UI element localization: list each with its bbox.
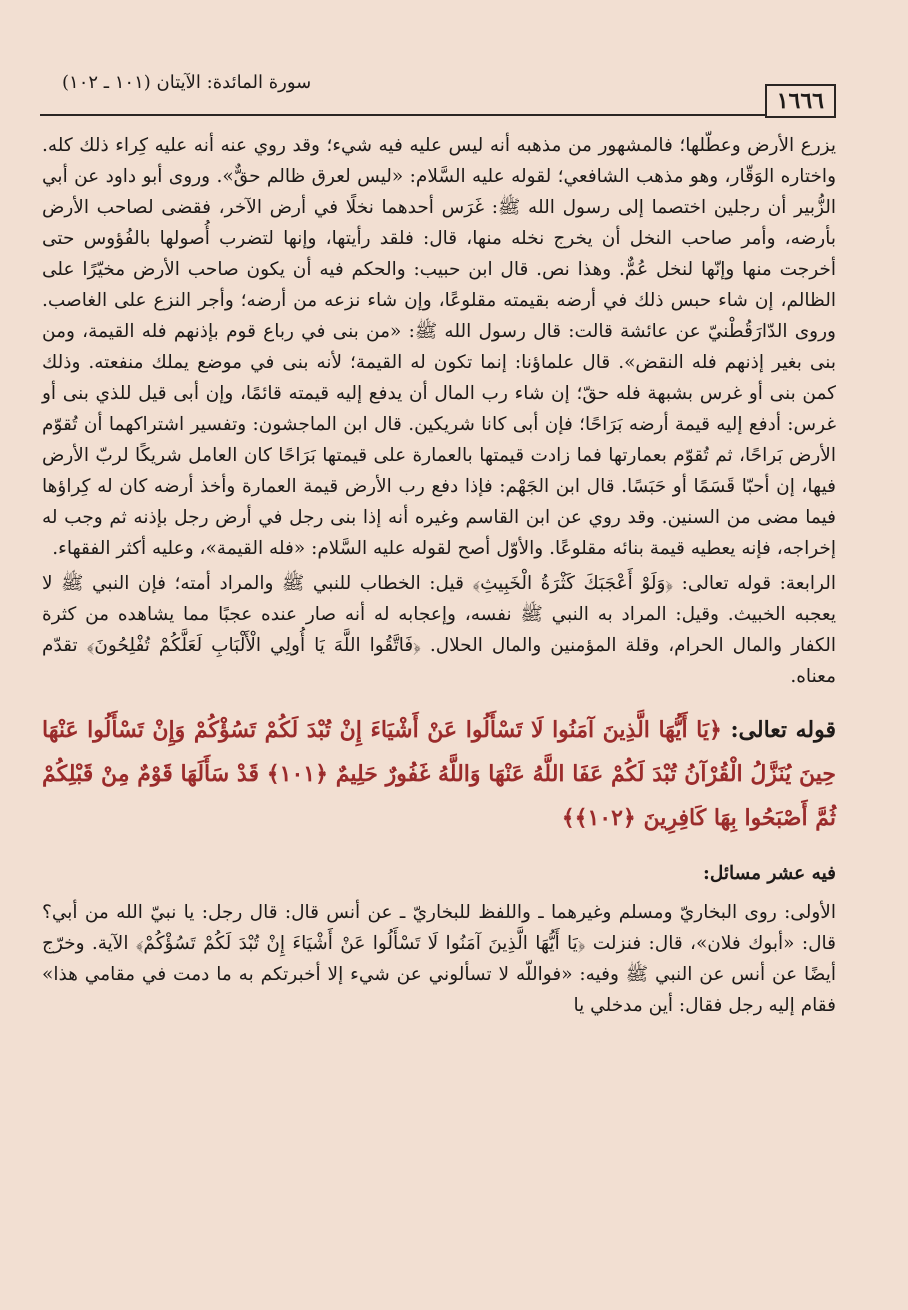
running-head: سورة المائدة: الآيتان (١٠١ ـ ١٠٢) <box>62 72 312 93</box>
paragraph-1: يزرع الأرض وعطّلها؛ فالمشهور من مذهبه أنه ليس عليه فيه شيء؛ وقد روي عنه أنه عليه كِراء ذلك كله. واختاره الوَقّار، وهو مذهب الشافعي؛ لقوله عليه السَّلام: «ليس لعرق ظالم حقٌّ». وروى أبو داود عن أبي الزُّبير أن رجلين اختصما إلى رسول الله ﷺ: غَرَس أحدهما نخلًا في أرض الآخر، فقضى لصاحب الأرض بأرضه، وأمر صاحب النخل أن يخرج نخله منها، قال: فلقد رأيتها، وإنها لتضرب أُصولها بالفُؤوس حتى أخرجت منها وإنّها لنخل عُمٌّ. وهذا نص. قال ابن حبيب: والحكم فيه أن يكون صاحب الأرض مخيّرًا على الظالم، إن شاء حبس ذلك في أرضه بقيمته مقلوعًا، وإن شاء نزعه من أرضه؛ وأجر النزع على الغاصب. وروى الدّارَقُطْنيّ عن عائشة قالت: قال رسول الله ﷺ: «من بنى في رباع قوم بإذنهم فله القيمة، ومن بنى بغير إذنهم فله النقض». قال علماؤنا: إنما تكون له القيمة؛ لأنه بنى في موضع يملك منفعته. وذلك كمن بنى أو غرس بشبهة فله حقّ؛ إن شاء رب المال أن يدفع إليه قيمته قائمًا، وإن أبى قيل للذي بنى أو غرس: أدفع إليه قيمة أرضه بَرَاحًا؛ فإن أبى كانا شريكين. قال ابن الماجشون: وتفسير اشتراكهما أن تُقوّم الأرض بَراحًا، ثم تُقوّم بعمارتها فما زادت قيمتها بالعمارة على قيمتها بَرَاحًا كان العامل شريكًا لربّ الأرض فيها، إن أحبّا قَسَمًا أو حَبَسًا. قال ابن الجَهْم: فإذا دفع رب الأرض قيمة العمارة وأخذ أرضه كان له كِراؤها فيما مضى من السنين. وقد روي عن ابن القاسم وغيره أنه إذا بنى رجل في أرض رجل بإذنه ثم وجب له إخراجه، فإنه يعطيه قيمة بنائه مقلوعًا. والأوّل أصح لقوله عليه السَّلام: «فله القيمة»، وعليه أكثر الفقهاء. <box>42 135 837 559</box>
paragraph-2: الرابعة: قوله تعالى: ﴿وَلَوْ أَعْجَبَكَ كَثْرَةُ الْخَبِيثِ﴾ قيل: الخطاب للنبي ﷺ والمراد أمته؛ فإن النبي ﷺ لا يعجبه الخبيث. وقيل: المراد به النبي ﷺ نفسه، وإعجابه له أنه صار عنده عجبًا مما يشاهده من كثرة الكفار والمال الحرام، وقلة المؤمنين والمال الحلال. ﴿فَاتَّقُوا اللَّهَ يَا أُولِي الْأَلْبَابِ لَعَلَّكُمْ تُفْلِحُونَ﴾ تقدّم معناه. <box>42 573 836 687</box>
main-text <box>42 130 836 1025</box>
page-header <box>40 62 836 116</box>
section-heading: فيه عشر مسائل: <box>702 863 836 884</box>
quran-verse-block <box>42 708 836 840</box>
page-number: ١٦٦٦ <box>765 84 836 118</box>
verse-lead: قوله تعالى: <box>730 717 836 743</box>
paragraph-3: الأولى: روى البخاريّ ومسلم وغيرهما ـ واللفظ للبخاريّ ـ عن أنس قال: قال رجل: يا نبيّ الله من أبي؟ قال: «أبوك فلان»، قال: فنزلت ﴿يَا أَيُّهَا الَّذِينَ آمَنُوا لَا تَسْأَلُوا عَنْ أَشْيَاءَ إِنْ تُبْدَ لَكُمْ تَسُؤْكُمْ﴾ الآية. وخرّج أيضًا عن أنس عن النبي ﷺ وفيه: «فواللّه لا تسألوني عن شيء إلا أخبرتكم به ما دمت في مقامي هذا» فقام إليه رجل فقال: أين مدخلي يا <box>42 902 836 1016</box>
verse-text: ﴿يَا أَيُّهَا الَّذِينَ آمَنُوا لَا تَسْأَلُوا عَنْ أَشْيَاءَ إِنْ تُبْدَ لَكُمْ تَسُؤْكُمْ وَإِنْ تَسْأَلُوا عَنْهَا حِينَ يُنَزَّلُ الْقُرْآنُ تُبْدَ لَكُمْ عَفَا اللَّهُ عَنْهَا وَاللَّهُ غَفُورٌ حَلِيمٌ ﴿١٠١﴾ قَدْ سَأَلَهَا قَوْمٌ مِنْ قَبْلِكُمْ ثُمَّ أَصْبَحُوا بِهَا كَافِرِينَ ﴿١٠٢﴾﴾ <box>42 717 836 831</box>
